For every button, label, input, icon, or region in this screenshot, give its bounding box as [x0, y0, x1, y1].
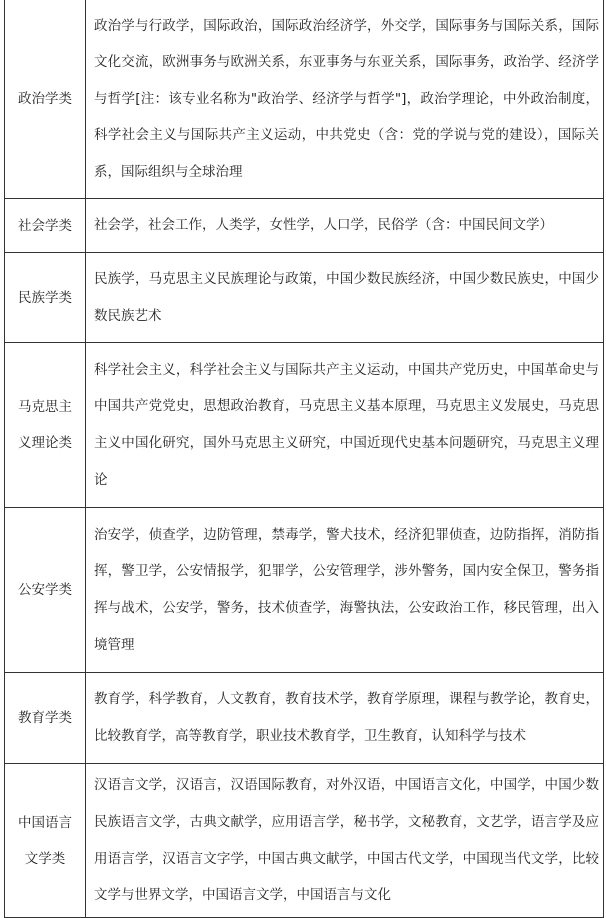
majors-cell: 教育学，科学教育，人文教育，教育技术学，教育学原理，课程与教学论，教育史，比较教育学，高等教育学，职业技术教育学，卫生教育，认知科学与技术	[86, 673, 604, 764]
table-row	[5, 508, 604, 673]
category-cell: 社会学类	[5, 199, 86, 253]
table-row	[5, 199, 604, 253]
majors-table	[4, 0, 604, 918]
category-cell: 中国语言文学类	[5, 764, 86, 918]
majors-cell: 汉语言文学，汉语言，汉语国际教育，对外汉语，中国语言文化，中国学，中国少数民族语言文学，古典文献学，应用语言学，秘书学，文秘教育，文艺学，语言学及应用语言学，汉语言文字学，中国古典文献学，中国古代文学，中国现当代文学，比较文学与世界文学，中国语言文学，中国语言与文化	[86, 764, 604, 918]
table-row	[5, 343, 604, 508]
table-row	[5, 673, 604, 764]
majors-cell: 治安学，侦查学，边防管理，禁毒学，警犬技术，经济犯罪侦查，边防指挥，消防指挥，警卫学，公安情报学，犯罪学，公安管理学，涉外警务，国内安全保卫，警务指挥与战术，公安学，警务，技术侦查学，海警执法，公安政治工作，移民管理，出入境管理	[86, 508, 604, 673]
table-row	[5, 0, 604, 199]
category-cell: 公安学类	[5, 508, 86, 673]
majors-cell: 社会学，社会工作，人类学，女性学，人口学，民俗学（含：中国民间文学）	[86, 199, 604, 253]
category-cell: 教育学类	[5, 673, 86, 764]
table-row	[5, 253, 604, 343]
category-cell: 民族学类	[5, 253, 86, 343]
category-cell: 政治学类	[5, 0, 86, 199]
category-cell: 马克思主义理论类	[5, 343, 86, 508]
majors-cell: 民族学，马克思主义民族理论与政策，中国少数民族经济，中国少数民族史，中国少数民族艺术	[86, 253, 604, 343]
majors-cell: 科学社会主义，科学社会主义与国际共产主义运动，中国共产党历史，中国革命史与中国共产党党史，思想政治教育，马克思主义基本原理，马克思主义发展史，马克思主义中国化研究，国外马克思主义研究，中国近现代史基本问题研究，马克思主义理论	[86, 343, 604, 508]
majors-cell: 政治学与行政学，国际政治，国际政治经济学，外交学，国际事务与国际关系，国际文化交流，欧洲事务与欧洲关系，东亚事务与东亚关系，国际事务，政治学、经济学与哲学[注：该专业名称为"政治学、经济学与哲学"]，政治学理论，中外政治制度，科学社会主义与国际共产主义运动，中共党史（含：党的学说与党的建设），国际关系，国际组织与全球治理	[86, 0, 604, 199]
table-row	[5, 764, 604, 918]
